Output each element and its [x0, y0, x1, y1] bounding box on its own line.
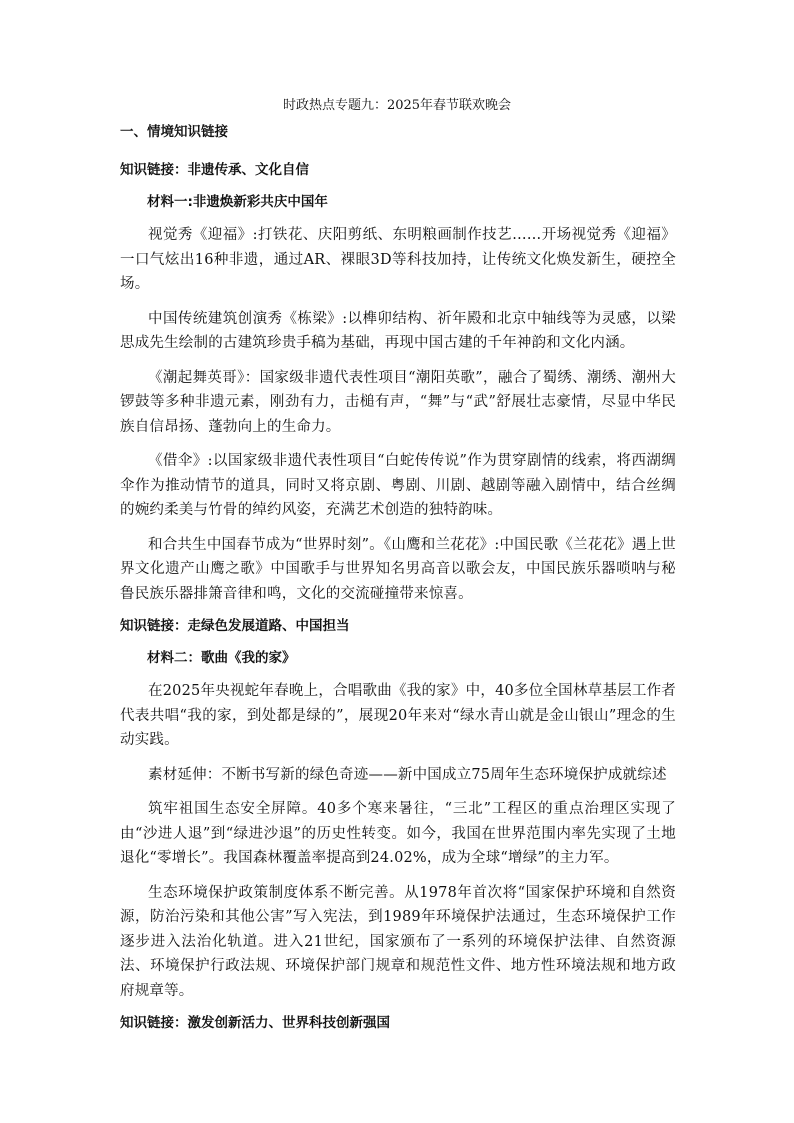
- paragraph: 中国传统建筑创演秀《栋梁》:以榫卯结构、祈年殿和北京中轴线等为灵感，以梁思成先生绘制的古建筑珍贵手稿为基础，再现中国古建的千年神韵和文化内涵。: [120, 310, 676, 351]
- paragraph: 和合共生中国春节成为“世界时刻”。《山鹰和兰花花》:中国民歌《兰花花》遇上世界文化遗产山鹰之歌》中国歌手与世界知名男高音以歌会友，中国民族乐器唢呐与秘鲁民族乐器排箫音律和鸣，文化的交流碰撞带来惊喜。: [120, 536, 676, 602]
- paragraph: 《借伞》:以国家级非遗代表性项目“白蛇传传说”作为贯穿剧情的线索，将西湖绸伞作为推动情节的道具，同时又将京剧、粤剧、川剧、越剧等融入剧情中，结合丝绸的婉约柔美与竹骨的绰约风姿，充满艺术创造的独特韵味。: [120, 453, 676, 518]
- section-heading: 一、情境知识链接: [120, 124, 228, 140]
- knowledge-link-heading: 知识链接：非遗传承、文化自信: [120, 162, 309, 178]
- paragraph: 生态环境保护政策制度体系不断完善。从1978年首次将“国家保护环境和自然资源，防治污染和其他公害”写入宪法，到1989年环境保护法通过，生态环境保护工作逐步进入法治化轨道。进入21世纪，国家颁布了一系列的环境保护法律、自然资源法、环境保护行政法规、环境保护部门规章和规范性文件、地方性环境法规和地方政府规章等。: [120, 884, 676, 999]
- paragraph: 素材延伸：不断书写新的绿色奇迹——新中国成立75周年生态环境保护成就综述: [148, 766, 667, 783]
- material-title: 材料二：歌曲《我的家》: [147, 650, 296, 666]
- document-title: 时政热点专题九：2025年春节联欢晚会: [282, 98, 512, 113]
- paragraph: 视觉秀《迎福》:打铁花、庆阳剪纸、东明粮画制作技艺……开场视觉秀《迎福》一口气炫出16种非遗，通过AR、裸眼3D等科技加持，让传统文化焕发新生，硬控全场。: [120, 227, 676, 292]
- material-title: 材料一:非遗焕新彩共庆中国年: [147, 194, 328, 210]
- document-body: [120, 118, 676, 1045]
- knowledge-link-heading: 知识链接：激发创新活力、世界科技创新强国: [120, 1015, 390, 1031]
- knowledge-link-heading: 知识链接：走绿色发展道路、中国担当: [120, 618, 350, 634]
- paragraph: 筑牢祖国生态安全屏障。40多个寒来暑往，“三北”工程区的重点治理区实现了由“沙进人退”到“绿进沙退”的历史性转变。如今，我国在世界范围内率先实现了土地退化“零增长”。我国森林覆盖率提高到24.02%，成为全球“增绿”的主力军。: [120, 801, 676, 866]
- paragraph: 在2025年央视蛇年春晚上，合唱歌曲《我的家》中，40多位全国林草基层工作者代表共唱“我的家，到处都是绿的”，展现20年来对“绿水青山就是金山银山”理念的生动实践。: [120, 683, 676, 748]
- paragraph: 《潮起舞英哥》：国家级非遗代表性项目“潮阳英歌”，融合了蜀绣、潮绣、潮州大锣鼓等多种非遗元素，刚劲有力，击槌有声，“舞”与“武”舒展壮志豪情，尽显中华民族自信昂扬、蓬勃向上的生命力。: [120, 369, 676, 435]
